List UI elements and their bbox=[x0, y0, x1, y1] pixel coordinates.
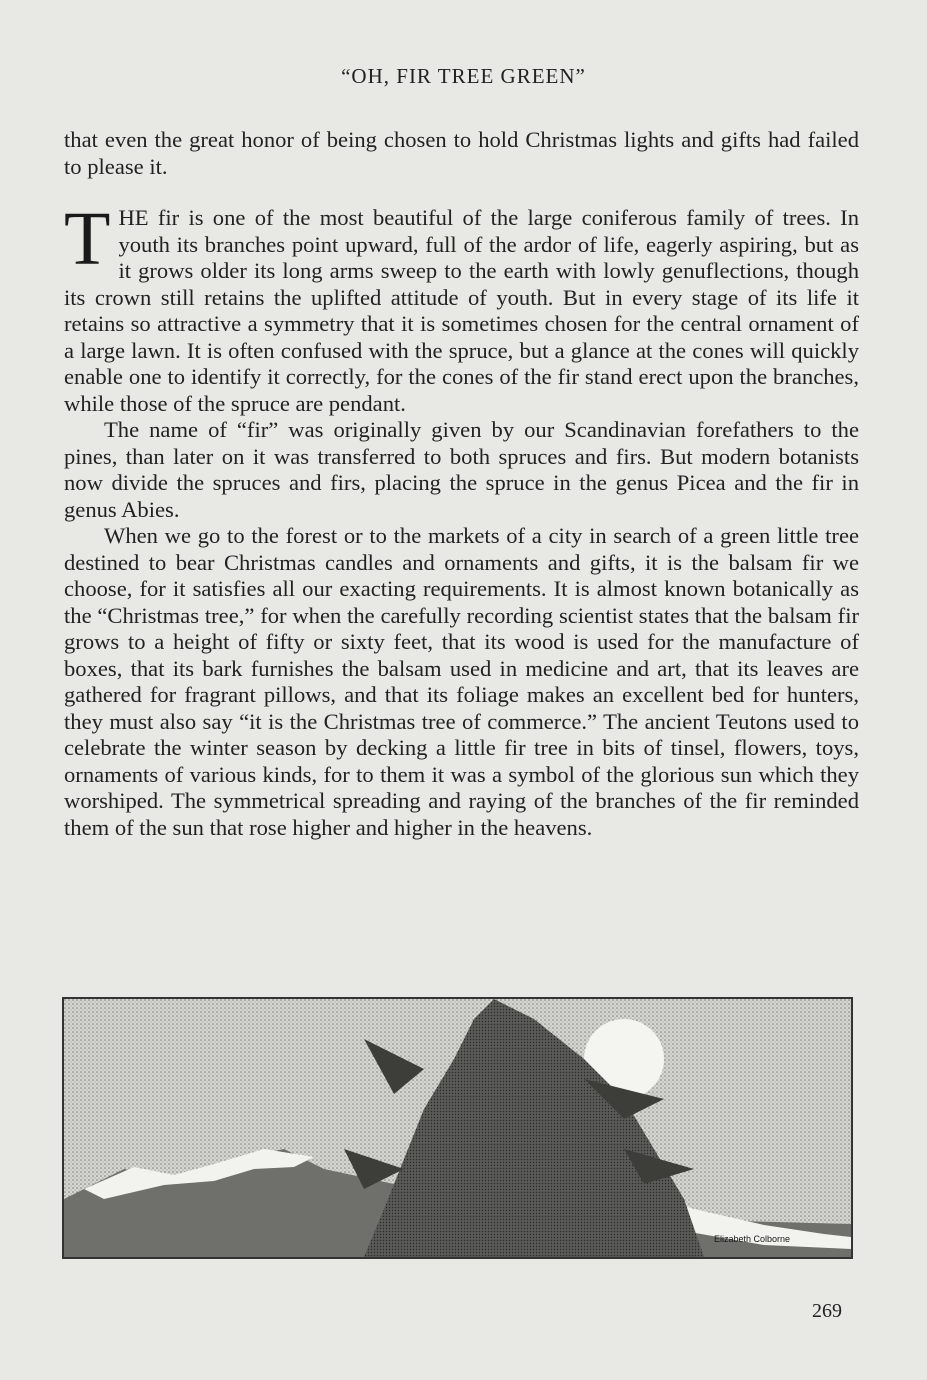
article-section bbox=[64, 197, 859, 841]
drop-cap: T bbox=[64, 197, 111, 281]
paragraph-fir-description bbox=[64, 197, 859, 417]
fir-tree-illustration bbox=[62, 997, 853, 1259]
paragraph-christmas-tree: When we go to the forest or to the markets of a city in search of a green little tree destined to bear Christmas candles and ornaments and gifts, it is the balsam fir we choose, for it satisfies all our exacting requirements. It is almost known botanically as the “Christmas tree,” for when the carefully recording scientist states that the balsam fir grows to a height of fifty or sixty feet, that its wood is used for the manufacture of boxes, that its bark furnishes the balsam used in medicine and art, that its leaves are gathered for fragrant pillows, and that its foliage makes an excellent bed for hunters, they must also say “it is the Christmas tree of commerce.” The ancient Teutons used to celebrate the winter season by decking a little fir tree in bits of tinsel, flowers, toys, ornaments of various kinds, for to them it was a symbol of the glorious sun which they worshiped. The symmetrical spreading and raying of the branches of the fir reminded them of the sun that rose higher and higher in the heavens. bbox=[64, 523, 859, 840]
continued-paragraph bbox=[64, 127, 859, 180]
running-head: “OH, FIR TREE GREEN” bbox=[341, 64, 586, 88]
continued-paragraph-text: that even the great honor of being chosen to hold Christmas lights and gifts had failed to please it. bbox=[64, 127, 859, 179]
paragraph-1-text: HE fir is one of the most beautiful of the large coniferous family of trees. In youth its branches point upward, full of the ardor of life, eagerly aspiring, but as it grows older its long arms sweep to the earth with lowly genuflections, though its crown still retains the uplifted attitude of youth. But in every stage of its life it retains so attractive a symmetry that it is sometimes chosen for the central ornament of a large lawn. It is often confused with the spruce, but a glance at the cones will quickly enable one to identify it correctly, for the cones of the fir stand erect upon the branches, while those of the spruce are pendant. bbox=[64, 205, 859, 416]
artist-signature: Elizabeth Colborne bbox=[714, 1234, 791, 1244]
page-number: 269 bbox=[812, 1300, 842, 1322]
woodcut-scene bbox=[64, 999, 851, 1257]
paragraph-name-origin: The name of “fir” was originally given by our Scandinavian forefathers to the pines, than later on it was transferred to both spruces and firs. But modern botanists now divide the spruces and firs, placing the spruce in the genus Picea and the fir in genus Abies. bbox=[64, 417, 859, 522]
